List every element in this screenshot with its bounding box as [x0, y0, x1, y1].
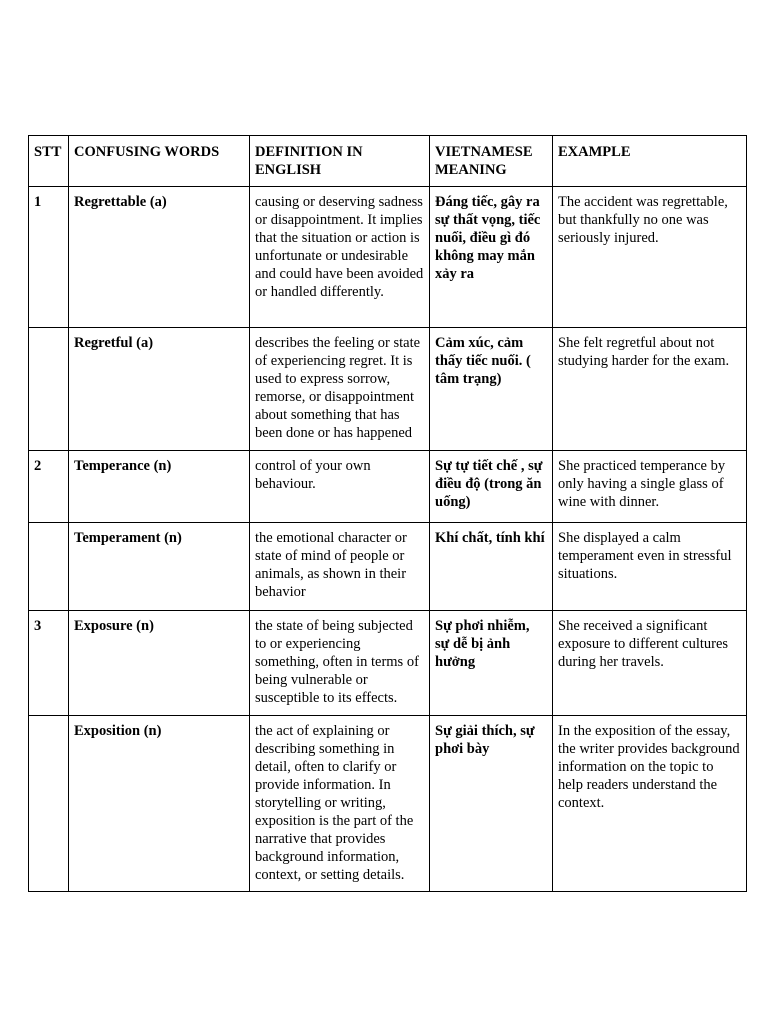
confusing-word: Temperance (n)	[69, 451, 250, 523]
example-sentence: She displayed a calm temperament even in stressful situations.	[553, 523, 747, 611]
english-definition: the state of being subjected to or experiencing something, often in terms of being vulnerable or susceptible to its effects.	[250, 611, 430, 716]
english-definition: causing or deserving sadness or disappointment. It implies that the situation or action is unfortunate or undesirable and could have been avoided or handled differently.	[250, 187, 430, 328]
example-sentence: She felt regretful about not studying harder for the exam.	[553, 328, 747, 451]
confusing-word: Regrettable (a)	[69, 187, 250, 328]
table-row	[29, 451, 747, 523]
table-header-row	[29, 136, 747, 187]
english-definition: describes the feeling or state of experiencing regret. It is used to express sorrow, remorse, or disappointment about something that has been done or has happened	[250, 328, 430, 451]
example-sentence: In the exposition of the essay, the writer provides background information on the topic to help readers understand the context.	[553, 716, 747, 892]
vietnamese-meaning: Cảm xúc, cảm thấy tiếc nuối. ( tâm trạng)	[430, 328, 553, 451]
confusing-word: Temperament (n)	[69, 523, 250, 611]
header-definition: DEFINITION IN ENGLISH	[250, 136, 430, 187]
header-vietnamese-meaning: VIETNAMESE MEANING	[430, 136, 553, 187]
table-row	[29, 716, 747, 892]
confusing-word: Exposition (n)	[69, 716, 250, 892]
english-definition: control of your own behaviour.	[250, 451, 430, 523]
confusing-word: Exposure (n)	[69, 611, 250, 716]
vietnamese-meaning: Đáng tiếc, gây ra sự thất vọng, tiếc nuối, điều gì đó không may mắn xảy ra	[430, 187, 553, 328]
table-row	[29, 187, 747, 328]
row-number	[29, 328, 69, 451]
english-definition: the emotional character or state of mind of people or animals, as shown in their behavior	[250, 523, 430, 611]
row-number: 1	[29, 187, 69, 328]
example-sentence: She received a significant exposure to different cultures during her travels.	[553, 611, 747, 716]
vocabulary-table	[28, 135, 747, 892]
table-row	[29, 523, 747, 611]
header-confusing-words: CONFUSING WORDS	[69, 136, 250, 187]
row-number	[29, 716, 69, 892]
confusing-word: Regretful (a)	[69, 328, 250, 451]
row-number: 2	[29, 451, 69, 523]
example-sentence: The accident was regrettable, but thankfully no one was seriously injured.	[553, 187, 747, 328]
table-row	[29, 328, 747, 451]
english-definition: the act of explaining or describing something in detail, often to clarify or provide information. In storytelling or writing, exposition is the part of the narrative that provides background information, context, or setting details.	[250, 716, 430, 892]
vietnamese-meaning: Sự giải thích, sự phơi bày	[430, 716, 553, 892]
vietnamese-meaning: Sự tự tiết chế , sự điều độ (trong ăn uống)	[430, 451, 553, 523]
header-stt: STT	[29, 136, 69, 187]
vietnamese-meaning: Khí chất, tính khí	[430, 523, 553, 611]
example-sentence: She practiced temperance by only having a single glass of wine with dinner.	[553, 451, 747, 523]
vietnamese-meaning: Sự phơi nhiễm, sự dễ bị ảnh hưởng	[430, 611, 553, 716]
table-row	[29, 611, 747, 716]
row-number	[29, 523, 69, 611]
header-example: EXAMPLE	[553, 136, 747, 187]
row-number: 3	[29, 611, 69, 716]
